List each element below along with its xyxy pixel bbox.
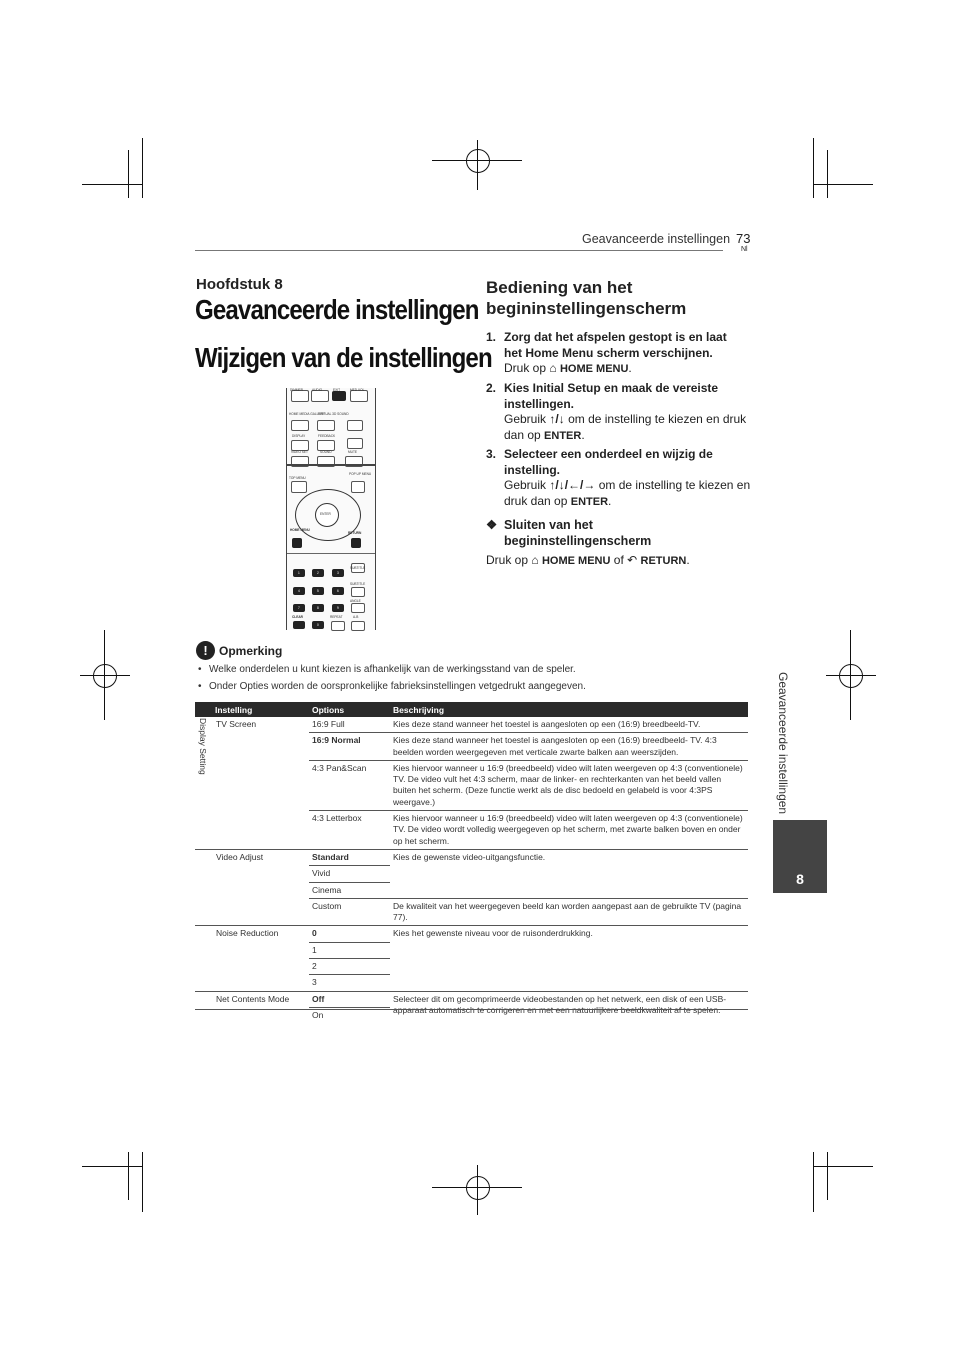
option-cell: 2 (309, 959, 390, 975)
remote-button (347, 420, 363, 431)
step-number: 2. (486, 381, 497, 395)
setting-cell (195, 811, 309, 850)
remote-button (317, 420, 335, 431)
key-label: HOME MENU (541, 555, 611, 567)
table-row (195, 898, 748, 926)
setting-cell (195, 882, 309, 898)
setting-cell (195, 733, 309, 761)
table-body (195, 717, 748, 1023)
step-number: 3. (486, 447, 497, 461)
remote-label: MUTE (348, 450, 358, 454)
description-cell: Selecteer dit om gecomprimeerde videobestanden op het netwerk, een disk of een USB- (390, 991, 748, 1023)
key-label: RETURN (640, 555, 687, 567)
description-cell: De kwaliteit van het weergegeven beeld kan worden aangepast aan de gebruikte TV (pagina 77). (390, 898, 748, 926)
step-text: . (628, 361, 632, 375)
remote-label: CLEAR (292, 615, 303, 619)
remote-top-menu-button (291, 481, 307, 493)
remote-key-5: 5 (312, 587, 324, 595)
description-cell: Kies hiervoor wanneer u 16:9 (breedbeeld) video wilt laten weergeven op 4:3 (conventionele) TV. De video wordt volledig weergegeven op het scherm, met zwarte balken boven en onder op het scherm. (390, 811, 748, 850)
table-row (195, 991, 748, 1007)
setting-cell (195, 760, 309, 810)
remote-label: A-B (353, 615, 359, 619)
remote-angle-button (351, 603, 365, 613)
sub-instruction (486, 553, 690, 567)
option-cell: On (309, 1007, 390, 1023)
group-label: Display Setting (198, 718, 208, 775)
step-detail (504, 478, 751, 510)
remote-label: DISPLAY (292, 434, 306, 438)
remote-key-8: 8 (312, 604, 324, 612)
option-cell: 4:3 Pan&Scan (309, 760, 390, 810)
remote-divider (287, 464, 375, 466)
chapter-title: Geavanceerde instellingen (195, 294, 479, 325)
remote-key-3: 3 (332, 569, 344, 577)
note-title: Opmerking (219, 644, 283, 658)
remote-label: ANGLE (350, 599, 361, 603)
option-cell: 4:3 Letterbox (309, 811, 390, 850)
remote-label: ENTER (320, 512, 331, 516)
remote-key-7: 7 (293, 604, 305, 612)
description-cell: Kies hiervoor wanneer u 16:9 (breedbeeld) video wilt laten weergeven op 4:3 (conventionele) TV. De video vult het 4:3 scherm, maar de linker- en rechterkanten van het beeld vallen buiten het scherm. (Deze functie werkt als de disc bedoeld en gelabeld is voor 4:3PS weergave.) (390, 760, 748, 810)
step-1 (486, 330, 748, 378)
header-rule (195, 250, 723, 251)
section-title: Wijzigen van de instellingen (195, 342, 492, 373)
arrow-keys-icon: ↑/↓/←/→ (549, 478, 596, 492)
table-header-row (195, 702, 748, 717)
right-heading-line1: Bediening van het (486, 278, 633, 297)
remote-menu-button (351, 481, 365, 493)
running-header: Geavanceerde instellingen (582, 232, 731, 246)
step-text: . (581, 427, 585, 442)
setting-cell: Noise Reduction (195, 926, 309, 942)
remote-control-illustration (286, 388, 376, 630)
language-code: Nl (741, 246, 748, 253)
remote-label: REPEAT (330, 615, 343, 619)
table-row (195, 926, 748, 942)
option-cell: 16:9 Full (312, 719, 345, 729)
step-text: . (608, 493, 612, 508)
chapter-tab (773, 820, 827, 893)
option-cell: 3 (309, 975, 390, 991)
remote-clear-button (293, 621, 305, 629)
option-cell: 0 (309, 926, 390, 942)
step-detail (504, 361, 748, 378)
chapter-label: Hoofdstuk 8 (196, 276, 283, 293)
option-cell: Custom (309, 898, 390, 926)
remote-return-button (351, 538, 361, 548)
remote-label: AUDIO (312, 388, 323, 392)
option-cell: Standard (309, 849, 390, 865)
remote-key-6: 6 (332, 587, 344, 595)
key-label: HOME MENU (559, 363, 629, 375)
settings-table (195, 702, 748, 1023)
chapter-tab-number: 8 (796, 871, 804, 887)
step-text: Gebruik (504, 478, 547, 492)
step-text: om de instelling te kiezen en druk dan op (504, 478, 751, 508)
note-text: Welke onderdelen u kunt kiezen is afhankelijk van de werkingsstand van de speler. (209, 664, 576, 675)
arrow-keys-icon: ↑/↓ (549, 412, 565, 426)
remote-label: POP UP MENU (349, 472, 372, 476)
remote-ab-button (351, 621, 365, 631)
remote-key-0: 0 (312, 621, 324, 629)
note-text: Onder Opties worden de oorspronkelijke fabrieksinstellingen vetgedrukt aangegeven. (209, 681, 586, 692)
remote-exit-button (332, 391, 346, 401)
key-label: ENTER (570, 495, 609, 508)
remote-label: DIMMER (290, 388, 303, 392)
setting-cell (195, 898, 309, 926)
sub-heading-line2: begininstellingenscherm (504, 534, 652, 548)
remote-key-1: 1 (293, 569, 305, 577)
table-header: Options (309, 702, 390, 717)
table-row (195, 717, 748, 733)
description-cell: Kies deze stand wanneer het toestel is aangesloten op een (16:9) breedbeeld-TV. (393, 719, 701, 729)
setting-cell (195, 866, 309, 882)
remote-button (291, 420, 309, 431)
remote-label: VIRTUAL 3D SOUND (318, 412, 349, 416)
description-cell: Kies het gewenste niveau voor de ruisonderdrukking. (390, 926, 748, 991)
remote-label: HOME MEDIA GALLERY (289, 412, 325, 416)
note-item: • Welke onderdelen u kunt kiezen is afhankelijk van de werkingsstand van de speler. (198, 664, 576, 675)
sub-heading (486, 517, 651, 549)
remote-label: SUBTITLE (350, 566, 366, 570)
key-label: ENTER (544, 429, 582, 442)
remote-label: VIDEO SET (291, 450, 309, 454)
remote-label: SUBTITLE (350, 582, 366, 586)
step-text: Druk op (504, 361, 547, 375)
remote-label: EXIT (333, 388, 341, 392)
sub-text: . (686, 553, 690, 567)
option-cell: Cinema (309, 882, 390, 898)
setting-cell: Net Contents Mode (195, 991, 309, 1007)
note-item: • Onder Opties worden de oorspronkelijke fabrieksinstellingen vetgedrukt aangegeven. (198, 681, 586, 692)
remote-key-4: 4 (293, 587, 305, 595)
option-cell: 16:9 Normal (309, 733, 390, 761)
remote-divider (287, 553, 375, 554)
remote-home-menu-button (292, 538, 302, 548)
remote-repeat-button (331, 621, 345, 631)
sub-heading-line1: Sluiten van het (504, 518, 593, 532)
return-icon: ↶ (627, 553, 638, 567)
setting-cell: Video Adjust (195, 849, 309, 865)
remote-label: RETURN (348, 531, 362, 535)
table-row (195, 811, 748, 850)
step-instruction: Zorg dat het afspelen gestopt is en laat het Home Menu scherm verschijnen. (504, 330, 727, 360)
setting-cell (195, 975, 309, 991)
step-instruction: Selecteer een onderdeel en wijzig de instelling. (504, 447, 713, 477)
right-heading (486, 277, 686, 319)
side-vertical-label: Geavanceerde instellingen (776, 672, 790, 815)
remote-label: FEEDBACK (318, 434, 336, 438)
step-text: om de instelling te kiezen en druk dan op (504, 412, 747, 442)
step-number: 1. (486, 330, 497, 344)
remote-label: TOP MENU (289, 476, 306, 480)
step-detail (504, 412, 751, 444)
remote-key-9: 9 (332, 604, 344, 612)
remote-label: HOME MENU (290, 528, 310, 532)
option-cell: 1 (309, 942, 390, 958)
table-row (195, 760, 748, 810)
table-header: Beschrijving (390, 702, 748, 717)
table-row (195, 849, 748, 865)
step-instruction: Kies Initial Setup en maak de vereiste instellingen. (504, 381, 719, 411)
step-2 (486, 381, 751, 444)
right-heading-line2: begininstellingenscherm (486, 299, 687, 318)
table-header: Instelling (195, 702, 309, 717)
table-row (195, 733, 748, 761)
remote-button (347, 438, 363, 449)
option-cell: Off (309, 991, 390, 1007)
setting-cell: TV Screen (216, 719, 257, 729)
remote-key-2: 2 (312, 569, 324, 577)
setting-cell (195, 959, 309, 975)
diamond-bullet-icon: ❖ (486, 518, 498, 532)
remote-button (351, 587, 365, 597)
remote-label: SOUND (320, 450, 332, 454)
page-number: 73 (736, 231, 751, 246)
table-bottom-rule (195, 1009, 748, 1010)
setting-cell (195, 942, 309, 958)
exclamation-icon: ! (196, 641, 215, 660)
step-text: Gebruik (504, 412, 547, 426)
option-cell: Vivid (309, 866, 390, 882)
remote-label: MED VOL (350, 388, 365, 392)
sub-text: Druk op (486, 553, 529, 567)
home-icon: ⌂ (549, 361, 557, 375)
description-cell: Kies deze stand wanneer het toestel is aangesloten op een (16:9) breedbeeld- TV. 4:3 beelden worden weergegeven met verticale zwarte balken aan weerszijden. (390, 733, 748, 761)
description-cell: Kies de gewenste video-uitgangsfunctie. (390, 849, 748, 898)
step-3 (486, 447, 751, 510)
home-icon: ⌂ (531, 553, 539, 567)
sub-text: of (613, 553, 624, 567)
